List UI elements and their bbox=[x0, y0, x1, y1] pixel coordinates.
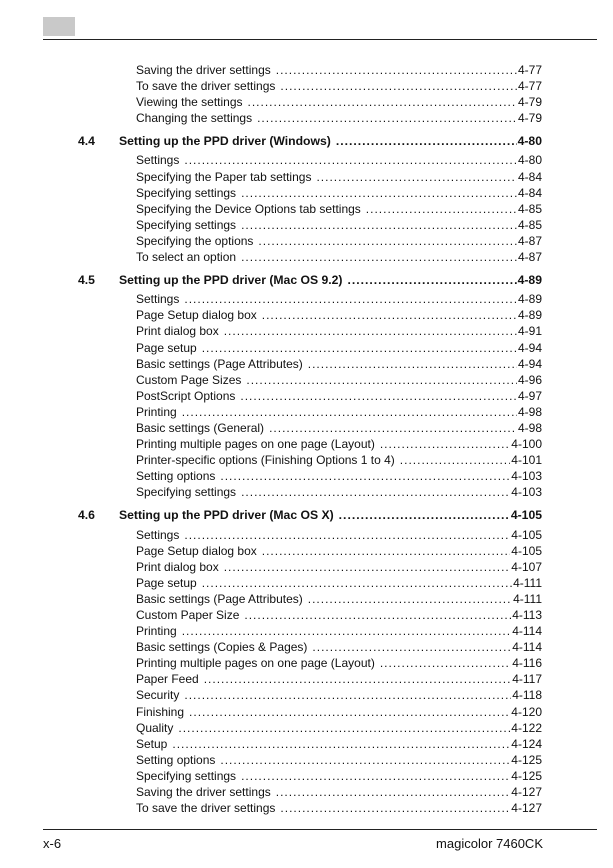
toc-entry-title: Quality bbox=[136, 720, 174, 735]
toc-entry-title: Basic settings (Page Attributes) bbox=[136, 591, 303, 606]
toc-entry-title: Settings bbox=[136, 153, 180, 168]
toc-entry[interactable] bbox=[136, 420, 542, 436]
toc-entry[interactable] bbox=[136, 687, 542, 703]
toc-leader-dots bbox=[182, 404, 517, 420]
toc-entry-page: 4-118 bbox=[512, 688, 542, 703]
toc-leader-dots bbox=[257, 110, 517, 126]
toc-entry-title: Custom Page Sizes bbox=[136, 372, 242, 387]
toc-entry-page: 4-111 bbox=[513, 575, 542, 590]
toc-entry-title: Settings bbox=[136, 527, 180, 542]
toc-entry[interactable] bbox=[136, 484, 542, 500]
toc-leader-dots bbox=[262, 543, 511, 559]
toc-leader-dots bbox=[241, 768, 510, 784]
toc-entry[interactable] bbox=[136, 110, 542, 126]
toc-entry-page: 4-105 bbox=[511, 543, 542, 558]
toc-entry[interactable] bbox=[136, 655, 542, 671]
toc-entry[interactable] bbox=[136, 720, 542, 736]
toc-entry-page: 4-111 bbox=[513, 591, 542, 606]
toc-entry-page: 4-122 bbox=[511, 720, 542, 735]
toc-leader-dots bbox=[400, 452, 511, 468]
toc-entry-title: Print dialog box bbox=[136, 324, 219, 339]
toc-entry-title: Custom Paper Size bbox=[136, 608, 240, 622]
toc-entry[interactable] bbox=[136, 291, 542, 307]
toc-entry-page: 4-85 bbox=[517, 217, 542, 232]
toc-entry-page: 4-89 bbox=[517, 292, 542, 307]
toc-entry[interactable] bbox=[136, 800, 542, 816]
toc-entry-page: 4-116 bbox=[512, 656, 542, 671]
toc-entry-page: 4-94 bbox=[517, 356, 542, 371]
toc-leader-dots bbox=[380, 436, 510, 452]
toc-entry-page: 4-103 bbox=[511, 485, 542, 500]
footer-rule bbox=[43, 829, 597, 830]
toc-section-number: 4.5 bbox=[78, 273, 95, 288]
toc-entry[interactable] bbox=[136, 575, 542, 591]
toc-entry-title: PostScript Options bbox=[136, 388, 236, 403]
toc-entry-title: Page setup bbox=[136, 340, 197, 355]
toc-leader-dots bbox=[182, 623, 512, 639]
toc-entry[interactable] bbox=[136, 152, 542, 168]
toc-entry-title: Setting options bbox=[136, 752, 216, 767]
toc-entry-title: Basic settings (Copies & Pages) bbox=[136, 640, 308, 655]
toc-entry-page: 4-105 bbox=[510, 508, 542, 523]
toc-entry-page: 4-84 bbox=[517, 169, 542, 184]
toc-leader-dots bbox=[269, 420, 517, 436]
toc-entry[interactable] bbox=[136, 404, 542, 420]
toc-entry[interactable] bbox=[136, 452, 542, 468]
toc-leader-dots bbox=[241, 484, 510, 500]
toc-entry-title: Viewing the settings bbox=[136, 95, 243, 110]
toc-entry-title: Printer-specific options (Finishing Options 1 to 4) bbox=[136, 453, 395, 468]
toc-leader-dots bbox=[224, 559, 511, 575]
toc-leader-dots bbox=[280, 800, 510, 816]
toc-entry[interactable] bbox=[136, 372, 542, 388]
toc-leader-dots bbox=[241, 217, 517, 233]
toc-entry-page: 4-87 bbox=[517, 233, 542, 248]
toc-entry[interactable] bbox=[136, 736, 542, 752]
toc-entry-title: To save the driver settings bbox=[136, 79, 276, 94]
toc-entry-title: Finishing bbox=[136, 704, 185, 719]
toc-entry[interactable] bbox=[136, 217, 542, 233]
table-of-contents bbox=[0, 62, 613, 816]
toc-leader-dots bbox=[308, 356, 517, 372]
toc-entry[interactable] bbox=[136, 639, 542, 655]
toc-entry-page: 4-125 bbox=[511, 752, 542, 767]
toc-entry-page: 4-80 bbox=[517, 153, 542, 168]
toc-entry-page: 4-87 bbox=[517, 250, 542, 265]
toc-entry-page: 4-127 bbox=[511, 785, 542, 800]
toc-leader-dots bbox=[262, 307, 517, 323]
toc-leader-dots bbox=[244, 607, 511, 623]
toc-entry-title: Printing multiple pages on one page (Layout) bbox=[136, 437, 375, 452]
toc-leader-dots bbox=[248, 94, 517, 110]
toc-entry[interactable] bbox=[136, 78, 542, 94]
toc-entry[interactable] bbox=[136, 201, 542, 217]
toc-entry-title: Specifying the Paper tab settings bbox=[136, 169, 312, 184]
toc-entry-page: 4-114 bbox=[512, 640, 542, 655]
toc-entry[interactable] bbox=[136, 591, 542, 607]
toc-section-entry[interactable] bbox=[78, 507, 542, 523]
toc-entry-title: Specifying the options bbox=[136, 233, 254, 248]
toc-leader-dots bbox=[276, 784, 511, 800]
toc-leader-dots bbox=[172, 736, 510, 752]
toc-leader-dots bbox=[308, 591, 512, 607]
toc-leader-dots bbox=[276, 62, 517, 78]
toc-leader-dots bbox=[347, 272, 516, 288]
toc-leader-dots bbox=[189, 704, 510, 720]
header-rule bbox=[43, 39, 597, 40]
toc-leader-dots bbox=[258, 233, 517, 249]
toc-leader-dots bbox=[241, 185, 517, 201]
toc-entry[interactable] bbox=[136, 388, 542, 404]
toc-leader-dots bbox=[240, 388, 517, 404]
toc-entry-page: 4-120 bbox=[511, 704, 542, 719]
toc-entry-page: 4-125 bbox=[511, 768, 542, 783]
toc-entry-title: Page Setup dialog box bbox=[136, 308, 257, 323]
toc-entry-title: To select an option bbox=[136, 250, 237, 265]
toc-entry-page: 4-79 bbox=[517, 111, 542, 126]
toc-entry[interactable] bbox=[136, 559, 542, 575]
toc-entry[interactable] bbox=[136, 323, 542, 339]
toc-entry-page: 4-96 bbox=[517, 372, 542, 387]
toc-entry-title: Specifying settings bbox=[136, 185, 237, 200]
toc-entry[interactable] bbox=[136, 784, 542, 800]
toc-entry-page: 4-94 bbox=[517, 340, 542, 355]
toc-entry[interactable] bbox=[136, 356, 542, 372]
toc-entry-page: 4-107 bbox=[511, 559, 542, 574]
toc-entry[interactable] bbox=[136, 543, 542, 559]
toc-leader-dots bbox=[178, 720, 510, 736]
toc-leader-dots bbox=[184, 291, 517, 307]
toc-entry-title: Printing multiple pages on one page (Layout) bbox=[136, 656, 375, 671]
toc-leader-dots bbox=[246, 372, 517, 388]
toc-entry-page: 4-85 bbox=[517, 201, 542, 216]
toc-entry[interactable] bbox=[136, 249, 542, 265]
toc-entry-title: Printing bbox=[136, 624, 177, 639]
toc-leader-dots bbox=[220, 468, 510, 484]
toc-entry-title: Paper Feed bbox=[136, 672, 199, 687]
toc-entry-title: Page setup bbox=[136, 575, 197, 590]
toc-leader-dots bbox=[241, 249, 517, 265]
toc-leader-dots bbox=[184, 527, 510, 543]
toc-entry-page: 4-105 bbox=[511, 527, 542, 542]
toc-entry-page: 4-91 bbox=[517, 324, 542, 339]
toc-entry[interactable] bbox=[136, 704, 542, 720]
toc-entry-page: 4-114 bbox=[512, 624, 542, 639]
toc-leader-dots bbox=[339, 507, 510, 523]
toc-entry-title: Basic settings (General) bbox=[136, 420, 265, 435]
toc-section-number: 4.6 bbox=[78, 508, 95, 523]
toc-entry-title: Saving the driver settings bbox=[136, 63, 271, 77]
toc-entry-page: 4-127 bbox=[511, 801, 542, 816]
toc-entry-title: Specifying the Device Options tab settings bbox=[136, 201, 361, 216]
toc-entry-page: 4-97 bbox=[517, 388, 542, 403]
toc-entry-title: Setting up the PPD driver (Mac OS 9.2) bbox=[119, 273, 343, 288]
toc-entry-page: 4-79 bbox=[517, 95, 542, 110]
toc-entry[interactable] bbox=[136, 62, 542, 78]
toc-entry-title: Security bbox=[136, 688, 180, 703]
toc-entry-title: To save the driver settings bbox=[136, 801, 276, 816]
toc-leader-dots bbox=[202, 340, 517, 356]
chapter-tab-marker bbox=[43, 17, 75, 36]
toc-entry-title: Specifying settings bbox=[136, 217, 237, 232]
product-name: magicolor 7460CK bbox=[436, 836, 543, 851]
toc-leader-dots bbox=[184, 687, 511, 703]
toc-entry[interactable] bbox=[136, 623, 542, 639]
toc-entry-page: 4-89 bbox=[517, 273, 542, 288]
toc-section-number: 4.4 bbox=[78, 134, 95, 149]
toc-leader-dots bbox=[202, 575, 512, 591]
toc-leader-dots bbox=[380, 655, 511, 671]
toc-leader-dots bbox=[316, 169, 517, 185]
toc-leader-dots bbox=[312, 639, 511, 655]
toc-entry-page: 4-124 bbox=[511, 736, 542, 751]
toc-entry-page: 4-101 bbox=[511, 453, 542, 468]
toc-entry[interactable] bbox=[136, 307, 542, 323]
toc-leader-dots bbox=[184, 152, 517, 168]
toc-entry-title: Setting up the PPD driver (Mac OS X) bbox=[119, 508, 334, 523]
toc-entry[interactable] bbox=[136, 607, 542, 623]
toc-leader-dots bbox=[220, 752, 510, 768]
toc-entry-title: Settings bbox=[136, 292, 180, 307]
toc-entry-title: Page Setup dialog box bbox=[136, 543, 257, 558]
toc-entry-page: 4-103 bbox=[511, 469, 542, 484]
toc-leader-dots bbox=[336, 133, 517, 149]
toc-entry[interactable] bbox=[136, 527, 542, 543]
toc-entry-title: Saving the driver settings bbox=[136, 785, 271, 800]
toc-entry-page: 4-84 bbox=[517, 185, 542, 200]
toc-entry[interactable] bbox=[136, 468, 542, 484]
toc-leader-dots bbox=[224, 323, 517, 339]
toc-entry[interactable] bbox=[136, 752, 542, 768]
toc-leader-dots bbox=[366, 201, 517, 217]
toc-entry-page: 4-77 bbox=[517, 63, 542, 77]
toc-entry-title: Basic settings (Page Attributes) bbox=[136, 356, 303, 371]
toc-entry-title: Specifying settings bbox=[136, 768, 237, 783]
toc-entry-page: 4-98 bbox=[517, 420, 542, 435]
toc-entry[interactable] bbox=[136, 169, 542, 185]
toc-leader-dots bbox=[280, 78, 517, 94]
toc-leader-dots bbox=[204, 671, 511, 687]
toc-section-entry[interactable] bbox=[78, 272, 542, 288]
toc-entry-page: 4-117 bbox=[512, 672, 542, 687]
toc-entry-page: 4-113 bbox=[512, 608, 542, 622]
toc-section-entry[interactable] bbox=[78, 133, 542, 149]
toc-entry-page: 4-89 bbox=[517, 308, 542, 323]
toc-entry[interactable] bbox=[136, 185, 542, 201]
toc-entry[interactable] bbox=[136, 94, 542, 110]
page-number: x-6 bbox=[43, 836, 62, 851]
toc-entry[interactable] bbox=[136, 671, 542, 687]
toc-entry-title: Setting up the PPD driver (Windows) bbox=[119, 134, 331, 149]
toc-entry-page: 4-77 bbox=[517, 79, 542, 94]
toc-entry-title: Changing the settings bbox=[136, 111, 253, 126]
toc-entry[interactable] bbox=[136, 233, 542, 249]
toc-entry-title: Specifying settings bbox=[136, 485, 237, 500]
toc-entry-page: 4-98 bbox=[517, 404, 542, 419]
toc-entry-page: 4-80 bbox=[517, 134, 542, 149]
toc-entry[interactable] bbox=[136, 340, 542, 356]
toc-entry-title: Setting options bbox=[136, 469, 216, 484]
toc-entry-title: Setup bbox=[136, 736, 168, 751]
toc-entry[interactable] bbox=[136, 436, 542, 452]
toc-entry-title: Print dialog box bbox=[136, 559, 219, 574]
toc-entry-title: Printing bbox=[136, 404, 177, 419]
toc-entry-page: 4-100 bbox=[511, 437, 542, 452]
toc-entry[interactable] bbox=[136, 768, 542, 784]
